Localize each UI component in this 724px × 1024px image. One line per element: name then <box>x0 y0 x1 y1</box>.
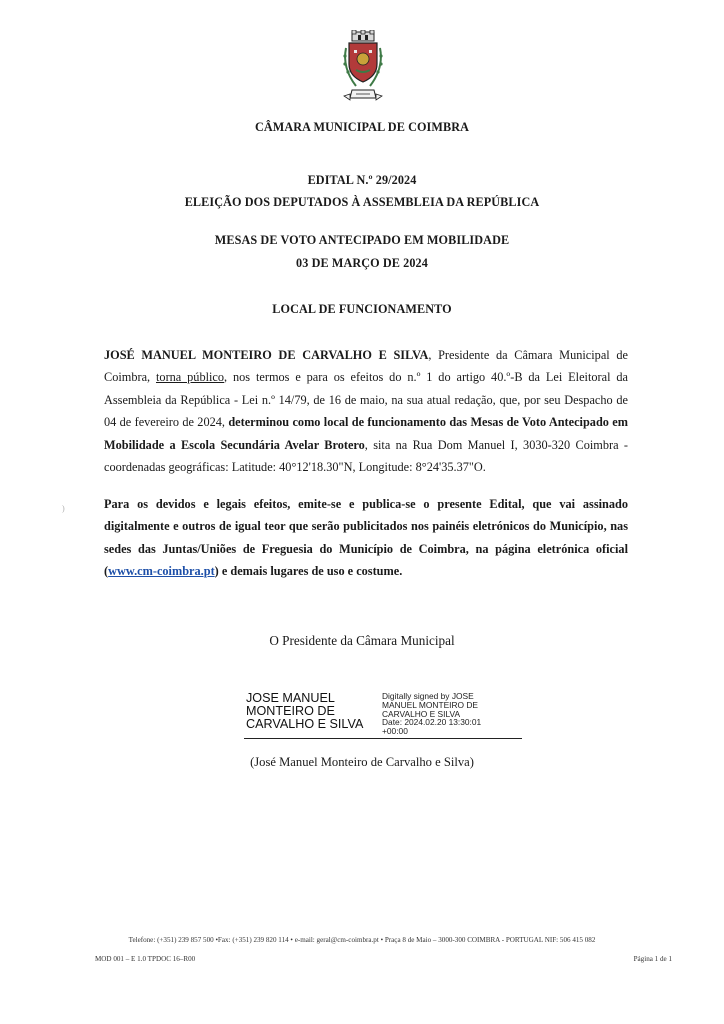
printed-name: (José Manuel Monteiro de Carvalho e Silva) <box>250 755 474 769</box>
signature-detail-line4: Date: 2024.02.20 13:30:01 <box>382 717 482 728</box>
signature-details <box>382 692 481 736</box>
signature-detail-line3: CARVALHO E SILVA <box>382 708 461 719</box>
election-date: 03 DE MARÇO DE 2024 <box>296 256 428 270</box>
section-title: LOCAL DE FUNCIONAMENTO <box>272 302 452 316</box>
scan-mark: ) <box>62 504 65 513</box>
signature-name-line2: MONTEIRO DE <box>246 704 335 718</box>
signature-detail-line1: Digitally signed by JOSE <box>382 691 474 701</box>
signature-name-line1: JOSE MANUEL <box>246 691 335 705</box>
footer-contacts: Telefone: (+351) 239 857 500 •Fax: (+351) 239 820 114 • e-mail: geral@cm-coimbra.pt • Praça 8 de Maio – 3000-300 COIMBRA - PORTUGAL NIF: 506 415 082 <box>128 936 596 944</box>
signature-detail-line5: +00:00 <box>382 726 408 737</box>
footer-form-code: MOD 001 – E 1.0 TPDOC 16–R00 <box>95 955 196 963</box>
election-title: ELEIÇÃO DOS DEPUTADOS À ASSEMBLEIA DA REPÚBLICA <box>184 195 540 209</box>
decision-text: determinou como local de funcionamento das Mesas de Voto Antecipado em Mobilidade a Escola Secundária Avelar Brotero <box>104 415 628 452</box>
torna-publico: torna público <box>156 370 225 385</box>
edital-number: EDITAL N.º 29/2024 <box>307 173 417 187</box>
footer-page-number: Página 1 de 1 <box>633 955 672 963</box>
website-link[interactable]: www.cm-coimbra.pt <box>108 564 215 579</box>
signature-detail-line2: MANUEL MONTEIRO DE <box>382 699 479 710</box>
p1-text-3: , sita na Rua Dom Manuel I, 3030-320 Coimbra - coordenadas geográficas: Latitude: 40°12'18.30"N, Longitude: 8°24'35.37"O. <box>104 437 628 475</box>
p2-text-2: ) e demais lugares de uso e costume. <box>214 564 403 579</box>
digital-signature-block <box>244 690 522 740</box>
signature-name-line3: CARVALHO E SILVA <box>246 717 364 731</box>
p2-text-1: Para os devidos e legais efeitos, emite-se e publica-se o presente Edital, que vai assinado digitalmente e outros de igual teor que serão publicitados nos painéis eletrónicos do Município, nas sedes das Juntas/Uniões de Freguesia do Município de Coimbra, na página eletrónica oficial ( <box>104 497 628 579</box>
mayor-name: JOSÉ MANUEL MONTEIRO DE CARVALHO E SILVA <box>104 348 429 362</box>
p1-text-2: , nos termos e para os efeitos do n.º 1 do artigo 40.º-B da Lei Eleitoral da Assembleia da República - Lei n.º 14/79, de 16 de maio, na sua atual redação, que, por seu Despacho de 04 de fevereiro de 2024, <box>104 370 628 430</box>
signature-line <box>244 738 522 739</box>
paragraph-announcement <box>104 344 628 478</box>
p1-text-1: , Presidente da Câmara Municipal de Coimbra, <box>104 348 628 385</box>
signatory-role: O Presidente da Câmara Municipal <box>269 633 455 648</box>
coat-of-arms-icon <box>340 30 386 106</box>
paragraph-publication <box>104 493 628 583</box>
institution-title: CÂMARA MUNICIPAL DE COIMBRA <box>254 120 470 134</box>
signature-name <box>246 692 363 731</box>
subtitle: MESAS DE VOTO ANTECIPADO EM MOBILIDADE <box>214 233 510 247</box>
